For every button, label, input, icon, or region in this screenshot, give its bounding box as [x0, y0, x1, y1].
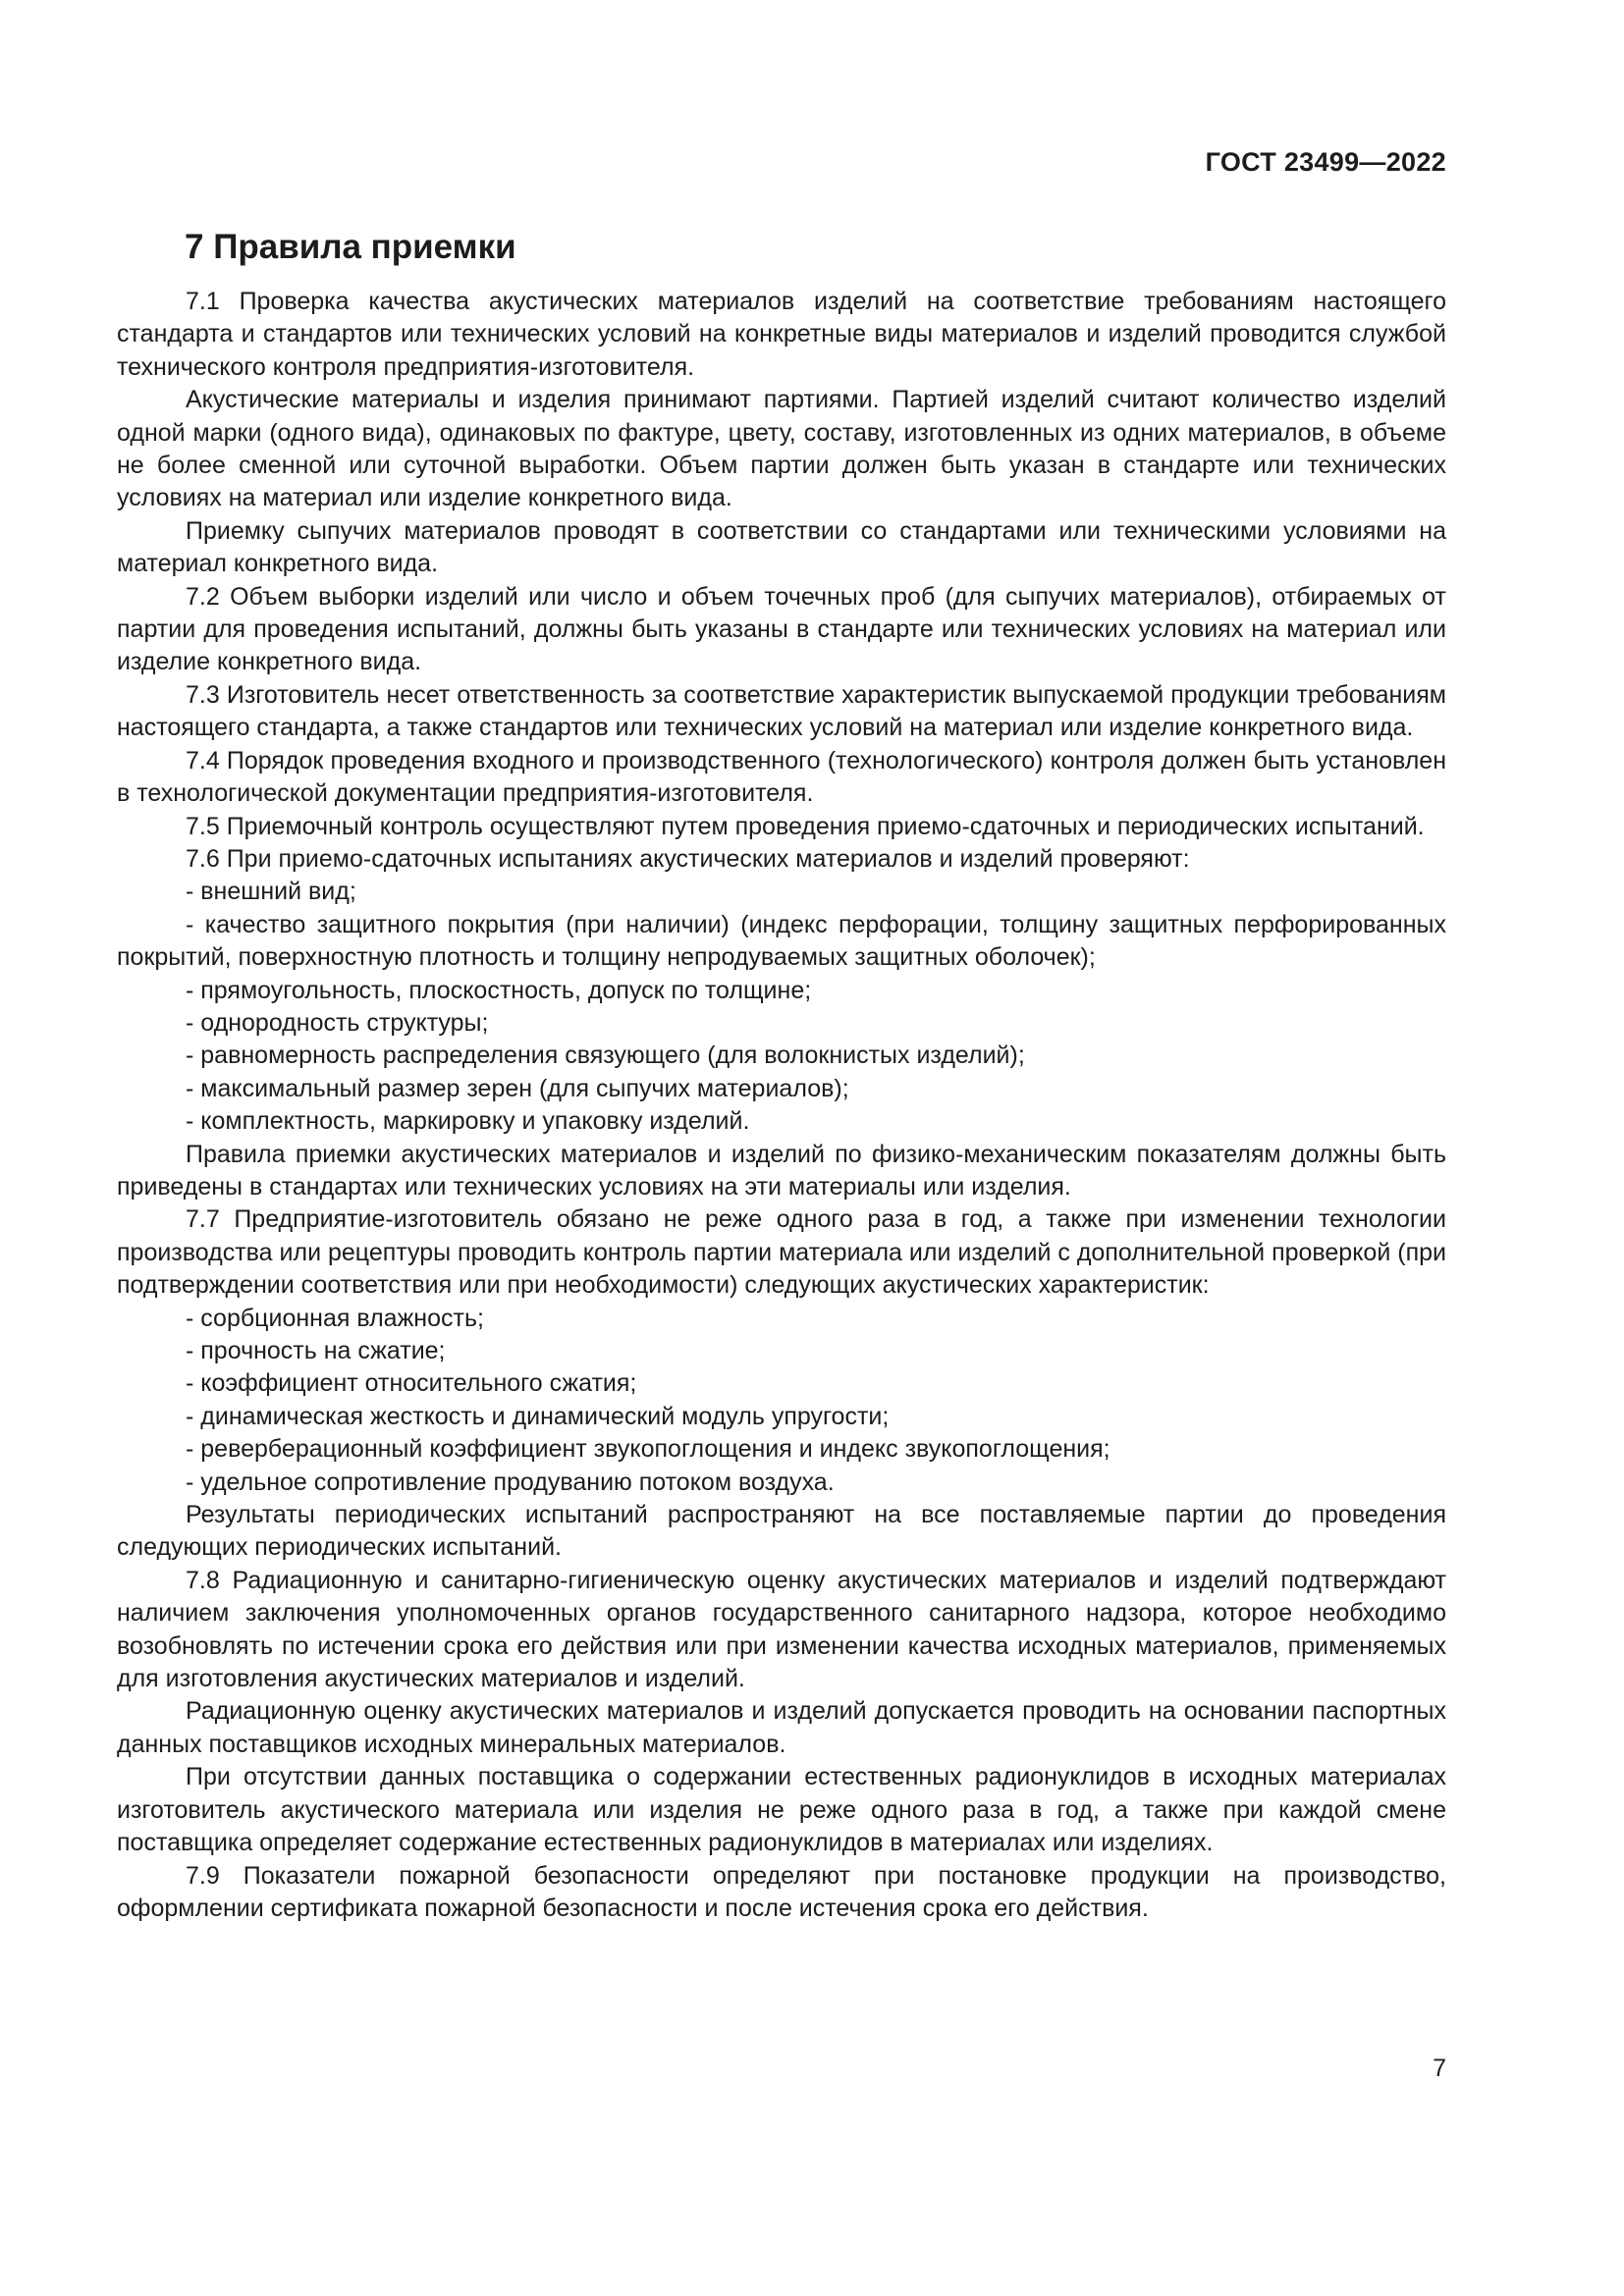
paragraph: 7.7 Предприятие-изготовитель обязано не реже одного раза в год, а также при изменении технологии производства или рецептуры проводить контроль партии материала или изделий с дополнительной проверкой (при подтверждении соответствия или при необходимости) следующих акустических характеристик:: [117, 1205, 1446, 1300]
page-number: 7: [1433, 2055, 1446, 2082]
list-item: - комплектность, маркировку и упаковку изделий.: [186, 1107, 750, 1136]
document-header: ГОСТ 23499—2022: [1205, 147, 1446, 177]
paragraph: 7.4 Порядок проведения входного и производственного (технологического) контроля должен быть установлен в технологической документации предприятия-изготовителя.: [117, 746, 1446, 808]
list-item: - динамическая жесткость и динамический модуль упругости;: [186, 1402, 890, 1430]
section-body: [117, 286, 1446, 1925]
list-item: - равномерность распределения связующего (для волокнистых изделий);: [186, 1041, 1025, 1070]
paragraph: 7.6 При приемо-сдаточных испытаниях акустических материалов и изделий проверяют:: [186, 844, 1190, 873]
paragraph: 7.9 Показатели пожарной безопасности определяют при постановке продукции на производство, оформлении сертификата пожарной безопасности и после истечения срока его действия.: [117, 1861, 1446, 1922]
list-item: - прочность на сжатие;: [186, 1337, 446, 1364]
list-item: - сорбционная влажность;: [186, 1304, 484, 1332]
list-item: - качество защитного покрытия (при наличии) (индекс перфорации, толщину защитных перфорированных покрытий, поверхностную плотность и толщину непродуваемых защитных оболочек);: [117, 910, 1446, 972]
list-item: - однородность структуры;: [186, 1008, 489, 1037]
paragraph: 7.2 Объем выборки изделий или число и объем точечных проб (для сыпучих материалов), отбираемых от партии для проведения испытаний, должны быть указаны в стандарте или технических условиях на материал или изделие конкретного вида.: [117, 582, 1446, 676]
paragraph: 7.1 Проверка качества акустических материалов изделий на соответствие требованиям настоящего стандарта и стандартов или технических условий на конкретные виды материалов и изделий проводится службой технического контроля предприятия-изготовителя.: [117, 288, 1446, 381]
list-item: - коэффициент относительного сжатия;: [186, 1369, 637, 1398]
list-item: - максимальный размер зерен (для сыпучих материалов);: [186, 1074, 849, 1102]
paragraph: 7.8 Радиационную и санитарно-гигиеническую оценку акустических материалов и изделий подтверждают наличием заключения уполномоченных органов государственного санитарного надзора, которое необходимо возобновлять по истечении срока его действия или при изменении качества исходных материалов, применяемых для изготовления акустических материалов и изделий.: [117, 1566, 1446, 1693]
paragraph: Результаты периодических испытаний распространяют на все поставляемые партии до проведения следующих периодических испытаний.: [117, 1501, 1446, 1562]
list-item: - удельное сопротивление продуванию потоком воздуха.: [186, 1468, 835, 1496]
paragraph: Приемку сыпучих материалов проводят в соответствии со стандартами или техническими условиями на материал конкретного вида.: [117, 516, 1446, 578]
list-item: - внешний вид;: [186, 878, 356, 906]
section-title: 7 Правила приемки: [185, 228, 516, 266]
paragraph: 7.3 Изготовитель несет ответственность за соответствие характеристик выпускаемой продукции требованиям настоящего стандарта, а также стандартов или технических условий на материал или изделие конкретного вида.: [117, 680, 1446, 742]
paragraph: Акустические материалы и изделия принимают партиями. Партией изделий считают количество изделий одной марки (одного вида), одинаковых по фактуре, цвету, составу, изготовленных из одних материалов, в объеме не более сменной или суточной выработки. Объем партии должен быть указан в стандарте или технических условиях на материал или изделие конкретного вида.: [117, 386, 1446, 512]
list-item: - прямоугольность, плоскостность, допуск по толщине;: [186, 976, 812, 1004]
paragraph: При отсутствии данных поставщика о содержании естественных радионуклидов в исходных материалах изготовитель акустического материала или изделия не реже одного раза в год, а также при каждой смене поставщика определяет содержание естественных радионуклидов в материалах или изделиях.: [117, 1763, 1446, 1857]
paragraph: 7.5 Приемочный контроль осуществляют путем проведения приемо-сдаточных и периодических испытаний.: [186, 812, 1425, 840]
paragraph: Правила приемки акустических материалов и изделий по физико-механическим показателям должны быть приведены в стандартах или технических условиях на эти материалы или изделия.: [117, 1140, 1446, 1201]
list-item: - реверберационный коэффициент звукопоглощения и индекс звукопоглощения;: [186, 1435, 1110, 1464]
paragraph: Радиационную оценку акустических материалов и изделий допускается проводить на основании паспортных данных поставщиков исходных минеральных материалов.: [117, 1697, 1446, 1758]
